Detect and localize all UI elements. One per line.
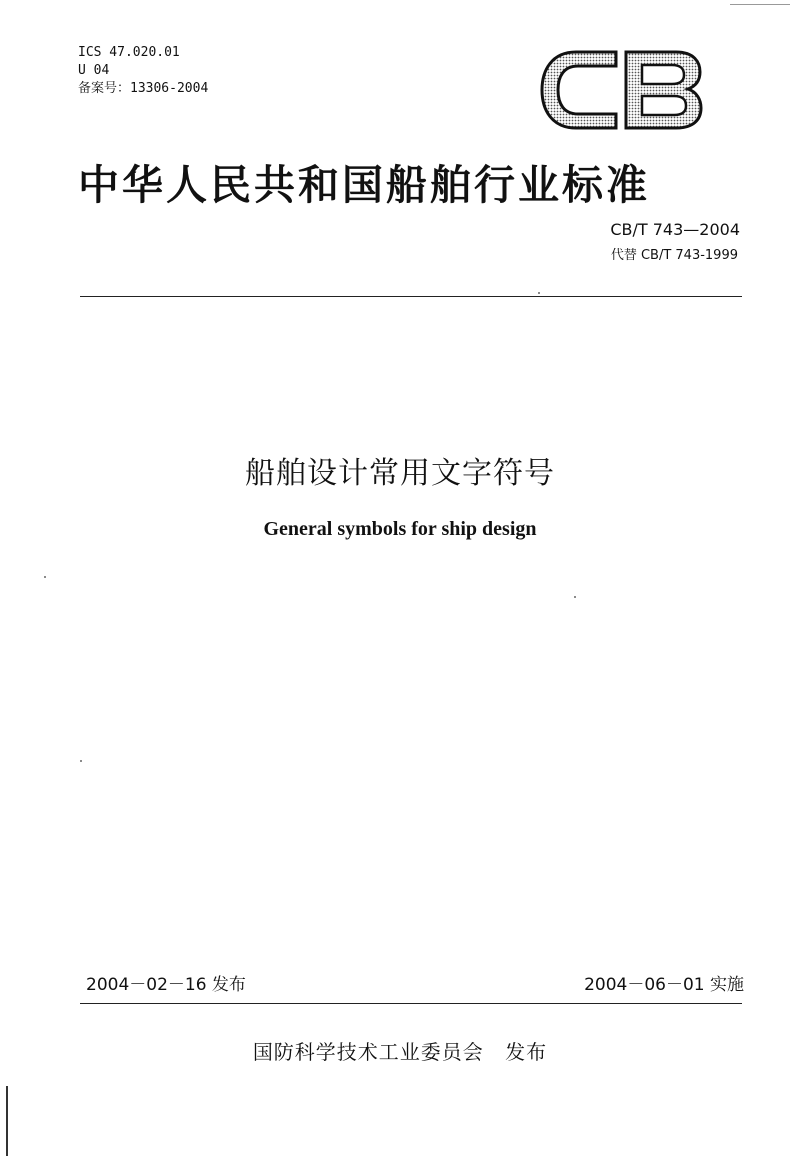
scan-edge-mark: [730, 4, 790, 5]
ics-code: ICS 47.020.01: [78, 45, 180, 60]
scan-edge-mark: [6, 1086, 8, 1156]
scan-speck: [538, 292, 540, 294]
scan-speck: [44, 576, 46, 578]
issue-date: 2004－02－16 发布: [86, 975, 246, 995]
scan-speck: [574, 596, 576, 598]
document-title-english: General symbols for ship design: [263, 518, 537, 540]
replaced-standard: 代替 CB/T 743-1999: [610, 248, 738, 263]
standard-code: CB/T 743—2004: [610, 220, 740, 239]
bottom-divider: [80, 1003, 742, 1004]
scan-speck: [80, 760, 82, 762]
registration-number: 备案号：13306-2004: [78, 81, 209, 96]
industry-standard-title: 中华人民共和国船舶行业标准: [78, 161, 650, 209]
classification-code: U 04: [78, 63, 110, 78]
cb-logo: [538, 44, 704, 136]
document-title-chinese: 船舶设计常用文字符号: [245, 456, 555, 491]
top-divider: [80, 296, 742, 297]
publisher: 国防科学技术工业委员会 发布: [252, 1040, 548, 1064]
implementation-date: 2004－06－01 实施: [584, 975, 744, 995]
